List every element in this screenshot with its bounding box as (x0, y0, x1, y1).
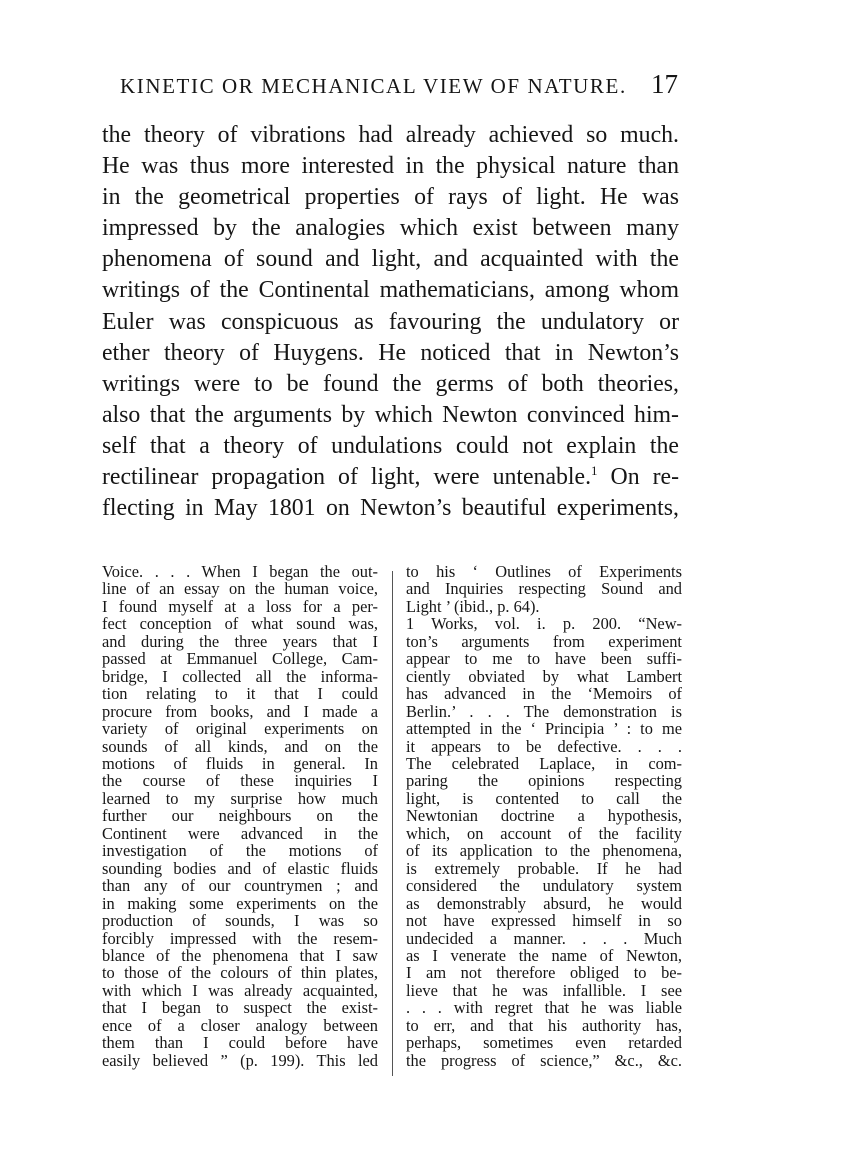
footnote-line: Continent were advanced in the (102, 823, 378, 843)
footnote-line: forcibly impressed with the resem- (102, 928, 378, 948)
footnote-line: I am not therefore obliged to be- (406, 963, 682, 983)
footnote-line: which, on account of the facility (406, 823, 682, 843)
footnote-line: further our neighbours on the (102, 806, 378, 826)
footnote-line: as I venerate the name of Newton, (406, 945, 682, 965)
footnote-line: . . . with regret that he was liable (406, 998, 682, 1018)
footnote-line: Berlin.’ . . . The demonstration is (406, 701, 682, 721)
footnote-line: is extremely probable. If he had (406, 858, 682, 878)
footnote-line: it appears to be defective. . . . (406, 736, 682, 756)
running-title: KINETIC OR MECHANICAL VIEW OF NATURE. (120, 74, 627, 98)
footnote-column-right (406, 563, 682, 1069)
footnote-line: learned to my surprise how much (102, 788, 378, 808)
page-number: 17 (651, 69, 678, 99)
footnote-line: Newtonian doctrine a hypothesis, (406, 806, 682, 826)
footnote-line: investigation of the motions of (102, 841, 378, 861)
footnote-line: Voice. . . . When I began the out- (102, 562, 378, 581)
body-line-text: rectilinear propagation of light, were untenable. (102, 464, 592, 491)
footnote-line: appear to me to have been suffi- (406, 649, 682, 669)
footnote-line: 1 Works, vol. i. p. 200. “New- (406, 614, 682, 634)
body-line: He was thus more interested in the physical nature than (102, 153, 679, 180)
footnote-line: perhaps, sometimes even retarded (406, 1033, 682, 1053)
footnote-line: than any of our countrymen ; and (102, 876, 378, 896)
body-line: writings of the Continental mathematicians, among whom (102, 277, 679, 304)
footnote-line: blance of the phenomena that I saw (102, 945, 378, 965)
footnote-line: attempted in the ‘ Principia ’ : to me (406, 719, 682, 739)
main-text (102, 120, 679, 524)
footnote-line: ence of a closer analogy between (102, 1015, 378, 1035)
body-line: also that the arguments by which Newton convinced him- (102, 401, 679, 428)
footnote-line: ciently obviated by what Lambert (406, 666, 682, 686)
footnote-line: paring the opinions respecting (406, 771, 682, 791)
footnote-line: motions of fluids in general. In (102, 753, 378, 773)
footnote-line: considered the undulatory system (406, 876, 682, 896)
footnote-line: of its application to the phenomena, (406, 841, 682, 861)
footnote-line: procure from books, and I made a (102, 701, 378, 721)
footnote-line: ton’s arguments from experiment (406, 631, 682, 651)
footnote-line: and Inquiries respecting Sound and (406, 579, 682, 599)
footnote-line: fect conception of what sound was, (102, 614, 378, 634)
footnote-marker: 1 (591, 463, 598, 479)
footnote-column-left (102, 563, 378, 1069)
footnote-line: that I began to suspect the exist- (102, 998, 378, 1018)
footnote-line: passed at Emmanuel College, Cam- (102, 649, 378, 669)
footnote-line: to those of the colours of thin plates, (102, 963, 378, 983)
footnote-line: and during the three years that I (102, 631, 378, 651)
footnote-line: bridge, I collected all the informa- (102, 666, 378, 686)
footnote-line: the course of these inquiries I (102, 771, 378, 791)
footnotes (102, 563, 680, 1083)
footnote-line: tion relating to it that I could (102, 684, 378, 704)
footnote-line: in making some experiments on the (102, 893, 378, 913)
body-line: phenomena of sound and light, and acquainted with the (102, 246, 679, 273)
footnote-line: to err, and that his authority has, (406, 1015, 682, 1035)
body-line: self that a theory of undulations could not explain the (102, 432, 679, 459)
body-line: the theory of vibrations had already achieved so much. (102, 122, 679, 148)
footnote-line: Light ’ (ibid., p. 64). (406, 596, 540, 616)
footnote-line: not have expressed himself in so (406, 911, 682, 931)
footnote-line: production of sounds, I was so (102, 911, 378, 931)
footnote-line: has advanced in the ‘Memoirs of (406, 684, 682, 704)
footnote-line: sounds of all kinds, and on the (102, 736, 378, 756)
footnote-line: with which I was already acquainted, (102, 980, 378, 1000)
body-line: in the geometrical properties of rays of light. He was (102, 184, 679, 211)
footnote-line: I found myself at a loss for a per- (102, 596, 378, 616)
footnote-line: them than I could before have (102, 1033, 378, 1053)
footnote-line: undecided a manner. . . . Much (406, 928, 682, 948)
body-line-tail: On re- (610, 464, 679, 491)
footnote-line: lieve that he was infallible. I see (406, 980, 682, 1000)
footnote-line: as demonstrably absurd, he would (406, 893, 682, 913)
footnote-line: the progress of science,” &c., &c. (406, 1050, 682, 1070)
footnote-line: sounding bodies and of elastic fluids (102, 858, 378, 878)
footnote-line: line of an essay on the human voice, (102, 579, 378, 599)
footnote-line: to his ‘ Outlines of Experiments (406, 562, 682, 581)
body-line: ether theory of Huygens. He noticed that in Newton’s (102, 339, 679, 366)
footnote-line: light, is contented to call the (406, 788, 682, 808)
footnote-line: The celebrated Laplace, in com- (406, 753, 682, 773)
footnote-line: easily believed ” (p. 199). This led (102, 1050, 378, 1070)
body-line-with-footnote (102, 462, 679, 493)
body-line: flecting in May 1801 on Newton’s beautiful experiments, (102, 495, 679, 522)
running-head (108, 68, 678, 102)
body-line: impressed by the analogies which exist between many (102, 215, 679, 242)
footnote-line: variety of original experiments on (102, 719, 378, 739)
body-line: writings were to be found the germs of both theories, (102, 370, 679, 397)
column-divider (392, 571, 393, 1076)
body-line: Euler was conspicuous as favouring the undulatory or (102, 308, 679, 335)
